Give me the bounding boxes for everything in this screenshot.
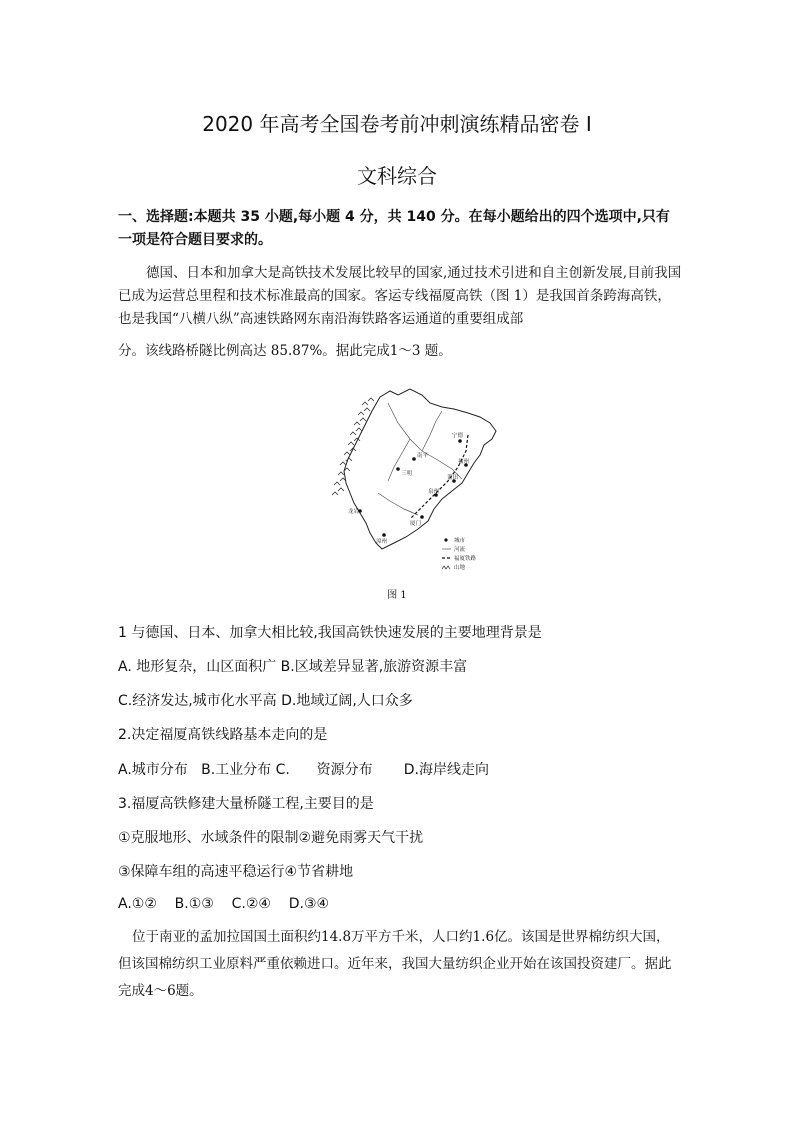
reading-passage-1 bbox=[118, 262, 682, 363]
section-instructions: 一、选择题:本题共 35 小题,每小题 4 分，共 140 分。在每小题给出的四个选项中,只有一项是符合题目要求的。 bbox=[118, 209, 670, 248]
question-1-options-c-d: C.经济发达,城市化水平高 D.地域辽阔,人口众多 bbox=[118, 693, 413, 709]
map-label-zhangzhou: 漳州 bbox=[376, 539, 388, 545]
legend-city: 城市 bbox=[454, 538, 466, 544]
map-legend bbox=[442, 536, 477, 571]
question-1-options-a-b: A. 地形复杂，山区面积广 B.区域差异显著,旅游资源丰富 bbox=[118, 659, 468, 675]
question-3-options: A.①② B.①③ C.②④ D.③④ bbox=[118, 896, 330, 912]
exam-title: 2020 年高考全国卷考前冲刺演练精品密卷 Ⅰ bbox=[202, 112, 592, 136]
rivers bbox=[378, 403, 462, 515]
map-label-putian: 莆田 bbox=[447, 475, 459, 481]
question-3-statement-1-2: ①克服地形、水域条件的限制②避免雨雾天气干扰 bbox=[118, 830, 424, 846]
map-label-fuzhou: 福州 bbox=[458, 459, 470, 465]
question-1-stem: 1 与德国、日本、加拿大相比较,我国高铁快速发展的主要地理背景是 bbox=[118, 625, 542, 641]
exam-subject: 文科综合 bbox=[357, 164, 437, 188]
map-label-quanzhou: 泉州 bbox=[428, 489, 440, 495]
legend-river: 河流 bbox=[454, 547, 466, 553]
figure-caption: 图 1 bbox=[387, 590, 407, 601]
question-2-options: A.城市分布 B.工业分布 C. 资源分布 D.海岸线走向 bbox=[118, 762, 489, 778]
map-label-nanping: 南平 bbox=[417, 453, 429, 459]
question-3-stem: 3.福厦高铁修建大量桥隧工程,主要目的是 bbox=[118, 796, 374, 812]
mountain-marks bbox=[332, 398, 374, 495]
map-label-sanming: 三明 bbox=[401, 471, 413, 477]
legend-railway: 福厦铁路 bbox=[454, 556, 477, 562]
passage-1-last-line: 分。该线路桥隧比例高达 85.87%。据此完成1～3 题。 bbox=[118, 343, 452, 359]
map-label-longyan: 龙岩 bbox=[348, 509, 360, 515]
passage-1-body: 德国、日本和加拿大是高铁技术发展比较早的国家,通过技术引进和自主创新发展,目前我国已成为运营总里程和技术标准最高的国家。客运专线福厦高铁（图 1）是我国首条跨海高铁，也是我国“八横八纵”高速铁路网东南沿海铁路客运通道的重要组成部 bbox=[118, 265, 682, 327]
question-3-statement-3-4: ③保障车组的高速平稳运行④节省耕地 bbox=[118, 864, 354, 880]
fujian-map-figure bbox=[318, 383, 504, 575]
question-2-stem: 2.决定福厦髙铁线路基本走向的是 bbox=[118, 727, 328, 743]
map-label-ningde: 宁德 bbox=[452, 433, 464, 439]
legend-mountain: 山地 bbox=[454, 565, 466, 571]
reading-passage-2: 位于南亚的孟加拉国国土面积约14.8万平方千米，人口约1.6亿。该国是世界棉纺织大国，但该国棉纺织工业原料严重依赖进口。近年来，我国大量纺织企业开始在该国投资建厂。据此完成4～6题。 bbox=[118, 929, 672, 999]
map-label-xiamen: 厦门 bbox=[410, 521, 422, 527]
